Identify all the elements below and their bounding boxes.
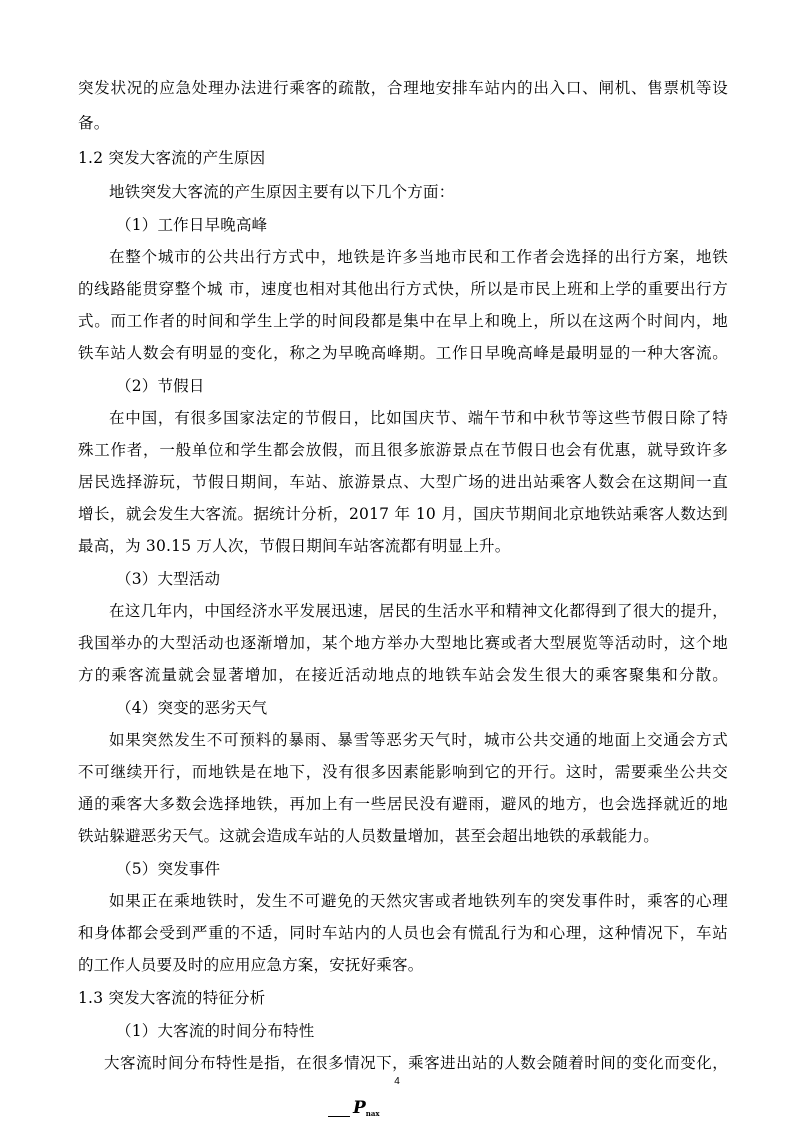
- body-line: 增长，就会发生大客流。据统计分析，2017 年 10 月，国庆节期间北京地铁站乘客人数达到: [78, 505, 728, 523]
- subsection-heading: （3）大型活动: [116, 570, 221, 588]
- body-line: 和身体都会受到严重的不适，同时车站内的人员也会有慌乱行为和心理，这种情况下，车站: [78, 924, 728, 942]
- body-line: 如果突然发生不可预料的暴雨、暴雪等恶劣天气时，城市公共交通的地面上交通会方式: [109, 731, 728, 749]
- footer-mark: [328, 1098, 380, 1118]
- body-line: 我国举办的大型活动也逐渐增加，某个地方举办大型地比赛或者大型展览等活动时，这个地: [78, 634, 728, 652]
- footer-rule: [328, 1116, 350, 1117]
- body-line: 最高，为 30.15 万人次，节假日期间车站客流都有明显上升。: [78, 537, 511, 555]
- page-number: 4: [394, 1076, 400, 1087]
- subsection-heading: （4）突变的恶劣天气: [116, 699, 268, 717]
- body-line: 式。而工作者的时间和学生上学的时间段都是集中在早上和晚上，所以在这两个时间内，地: [78, 312, 728, 330]
- body-line: 地铁突发大客流的产生原因主要有以下几个方面：: [109, 183, 455, 201]
- body-line: 铁站躲避恶劣天气。这就会造成车站的人员数量增加，甚至会超出地铁的承载能力。: [78, 827, 659, 845]
- subsection-heading: （2）节假日: [116, 377, 205, 395]
- body-line: 在这几年内，中国经济水平发展迅速，居民的生活水平和精神文化都得到了很大的提升，: [109, 602, 728, 620]
- body-line: 如果正在乘地铁时，发生不可避免的天然灾害或者地铁列车的突发事件时，乘客的心理: [109, 892, 728, 910]
- subsection-heading: （1）工作日早晚高峰: [116, 216, 268, 234]
- subsection-heading: （5）突发事件: [116, 860, 221, 878]
- body-line: 殊工作者，一般单位和学生都会放假，而且很多旅游景点在节假日也会有优惠，就导致许多: [78, 441, 728, 459]
- footer-subscript: nax: [365, 1109, 380, 1118]
- body-line: 居民选择游玩，节假日期间，车站、旅游景点、大型广场的进出站乘客人数会在这期间一直: [78, 473, 728, 491]
- body-line: 的工作人员要及时的应用应急方案，安抚好乘客。: [78, 956, 424, 974]
- footer-letter: P: [353, 1098, 366, 1118]
- body-line: 突发状况的应急处理办法进行乘客的疏散，合理地安排车站内的出入口、闸机、售票机等设: [78, 79, 728, 97]
- section-heading: 1.2 突发大客流的产生原因: [78, 149, 266, 167]
- subsection-heading: （1）大客流的时间分布特性: [116, 1022, 315, 1040]
- section-heading: 1.3 突发大客流的特征分析: [78, 989, 266, 1007]
- body-line: 通的乘客大多数会选择地铁，再加上有一些居民没有避雨，避风的地方，也会选择就近的地: [78, 795, 728, 813]
- body-line: 方的乘客流量就会显著增加，在接近活动地点的地铁车站会发生很大的乘客聚集和分散。: [78, 666, 728, 684]
- body-line: 在中国，有很多国家法定的节假日，比如国庆节、端午节和中秋节等这些节假日除了特: [109, 409, 728, 427]
- body-line: 铁车站人数会有明显的变化，称之为早晚高峰期。工作日早晚高峰是最明显的一种大客流。: [78, 344, 728, 362]
- body-line: 大客流时间分布特性是指，在很多情况下，乘客进出站的人数会随着时间的变化而变化，: [104, 1054, 728, 1072]
- body-line: 备。: [78, 114, 110, 132]
- body-line: 不可继续开行，而地铁是在地下，没有很多因素能影响到它的开行。这时，需要乘坐公共交: [78, 763, 728, 781]
- body-line: 在整个城市的公共出行方式中，地铁是许多当地市民和工作者会选择的出行方案，地铁: [109, 248, 728, 266]
- body-line: 的线路能贯穿整个城 市，速度也相对其他出行方式快，所以是市民上班和上学的重要出行方: [78, 280, 728, 298]
